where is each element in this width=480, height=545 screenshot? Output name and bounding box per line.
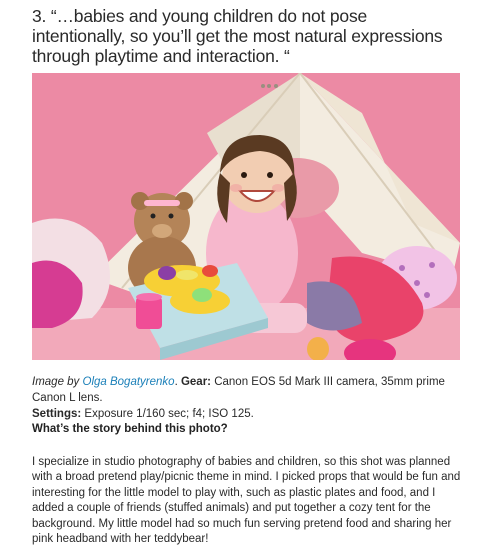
caption-prefix: Image by	[32, 376, 83, 388]
quote-heading: 3. “…babies and young children do not pose intentionally, so you’ll get the most natural expressions through playtime and interaction. “	[32, 6, 443, 66]
article-photo	[32, 73, 460, 360]
toy-food-green	[192, 288, 212, 302]
toy-grapes	[158, 266, 176, 280]
caption-period: .	[174, 376, 181, 388]
teddy-headband	[144, 200, 180, 206]
grommet	[274, 84, 278, 88]
toy-tomato	[202, 265, 218, 277]
section-heading: What’s the story behind this photo?	[32, 423, 228, 435]
gear-text: Canon EOS 5d Mark III camera, 35mm prime Canon L lens.	[32, 376, 445, 404]
settings-text: Exposure 1/160 sec; f4; ISO 125.	[84, 408, 254, 420]
grommet	[261, 84, 265, 88]
photo-illustration	[32, 73, 460, 360]
photo-caption	[32, 374, 462, 422]
settings-label: Settings:	[32, 408, 82, 420]
pink-cup	[136, 297, 162, 329]
gear-label: Gear:	[180, 376, 211, 388]
toy-banana	[176, 270, 198, 280]
photographer-link[interactable]: Olga Bogatyrenko	[82, 376, 175, 388]
toy-cup-orange	[307, 337, 329, 360]
section-body: I specialize in studio photography of babies and children, so this shot was planned with a broad pretend play/picnic theme in mind. I picked props that would be fun and interesting for the little model to play with, such as plastic plates and food, and I added a couple of friends (stuffed animals) and put together a cozy tent for the background. My little model had so much fun serving pretend food and sharing her pink headband with her teddybear!	[32, 456, 461, 545]
grommet	[267, 84, 271, 88]
